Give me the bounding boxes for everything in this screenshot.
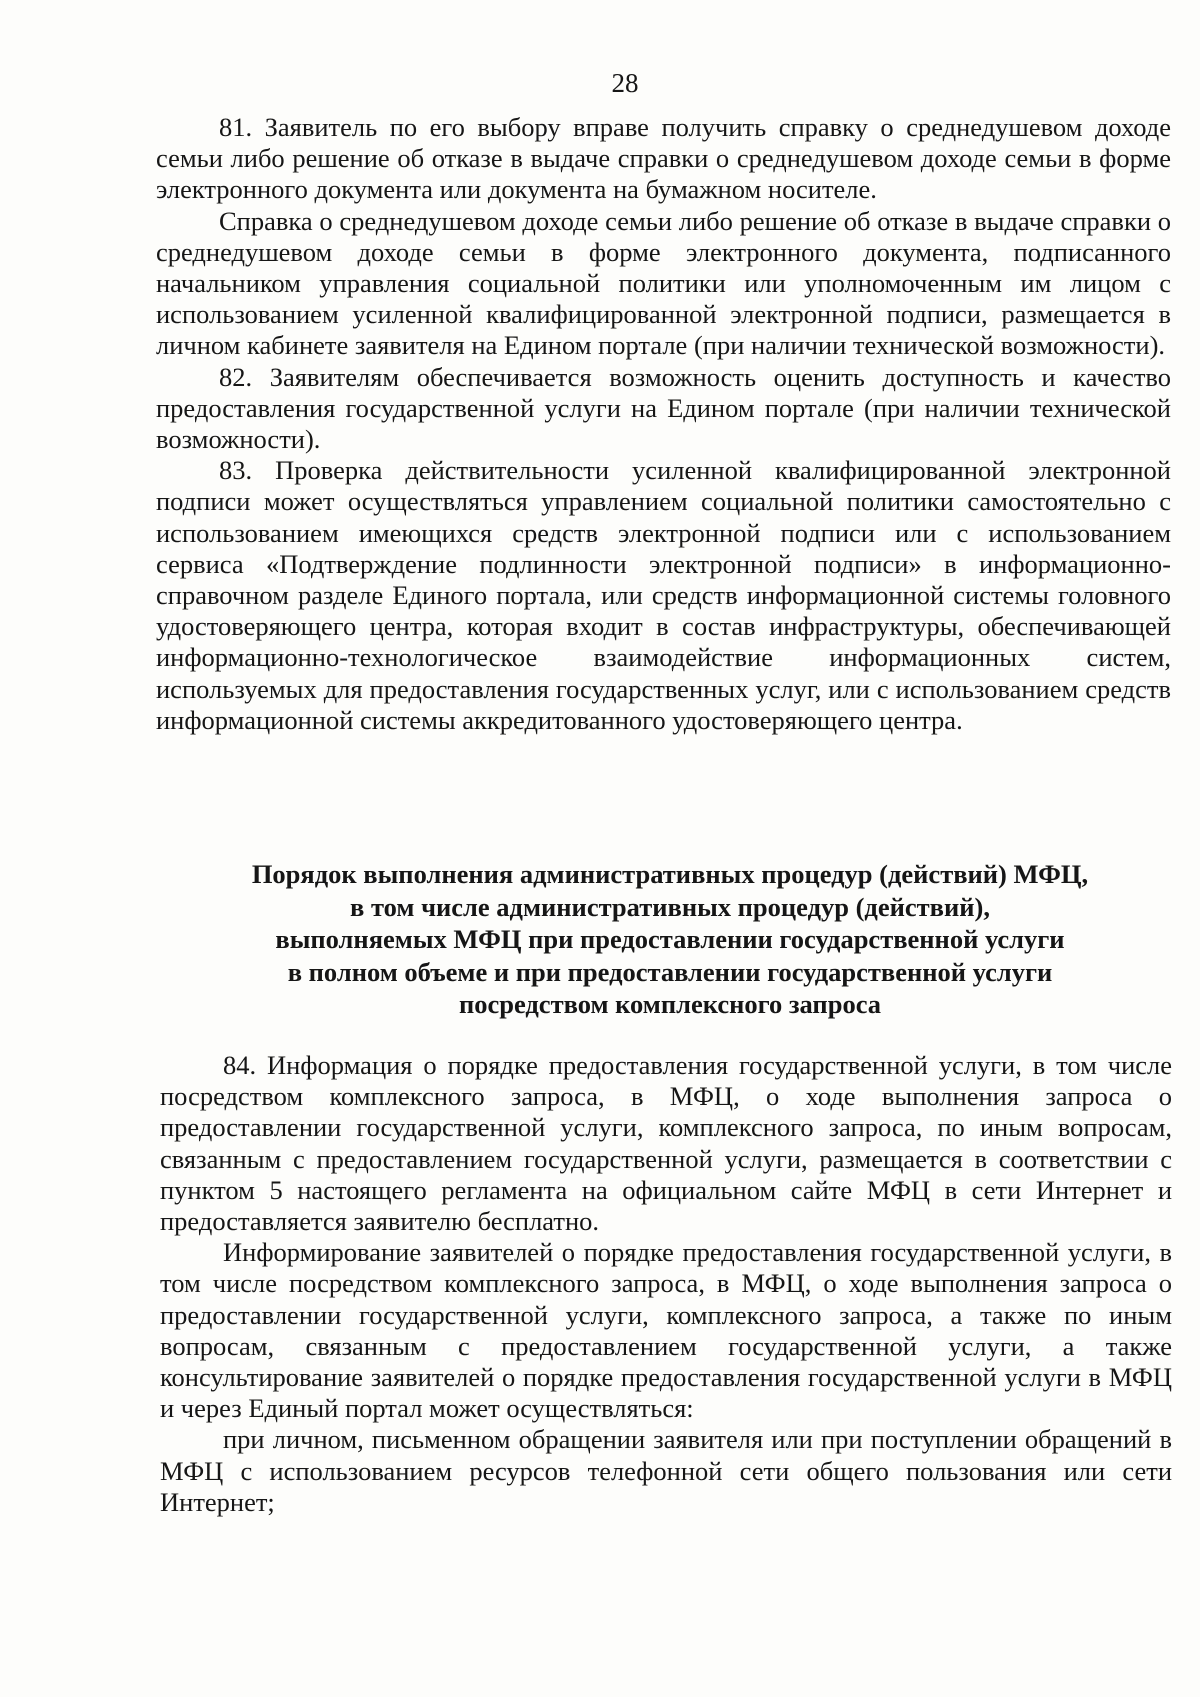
paragraph-82: 82. Заявителям обеспечивается возможность оценить доступность и качество предоставления государственной услуги на Едином портале (при наличии технической возможности). — [156, 361, 1171, 455]
paragraph-84-informing: Информирование заявителей о порядке предоставления государственной услуги, в том числе посредством комплексного запроса, в МФЦ, о ходе выполнения запроса о предоставлении государственной услуги, комплексного запроса, а также по иным вопросам, связанным с предоставлением государственной услуги, а также консультирование заявителей о порядке предоставления государственной услуги в МФЦ и через Единый портал может осуществляться: — [160, 1237, 1172, 1424]
section-heading — [156, 858, 1184, 1021]
section-heading-line: в том числе административных процедур (действий), — [350, 891, 990, 922]
paragraph-83: 83. Проверка действительности усиленной квалифицированной электронной подписи может осуществляться управлением социальной политики самостоятельно с использованием имеющихся средств электронной подписи или с использованием сервиса «Подтверждение подлинности электронной подписи» в информационно-справочном разделе Единого портала, или средств информационной системы головного удостоверяющего центра, которая входит в состав инфраструктуры, обеспечивающей информационно-технологическое взаимодействие информационных систем, используемых для предоставления государственных услуг, или с использованием средств информационной системы аккредитованного удостоверяющего центра. — [156, 455, 1171, 735]
page-number: 28 — [611, 68, 639, 98]
section-heading-line: выполняемых МФЦ при предоставлении государственной услуги — [275, 924, 1065, 954]
paragraph-81: 81. Заявитель по его выбору вправе получить справку о среднедушевом доходе семьи либо решение об отказе в выдаче справки о среднедушевом доходе семьи в форме электронного документа или документа на бумажном носителе. — [156, 112, 1171, 205]
text-block-top — [156, 112, 1171, 736]
paragraph-84: 84. Информация о порядке предоставления государственной услуги, в том числе посредством комплексного запроса, в МФЦ, о ходе выполнения запроса о предоставлении государственной услуги, комплексного запроса, по иным вопросам, связанным с предоставлением государственной услуги, размещается в соответствии с пунктом 5 настоящего регламента на официальном сайте МФЦ в сети Интернет и предоставляется заявителю бесплатно. — [160, 1050, 1172, 1237]
paragraph-84-personal-appeal: при личном, письменном обращении заявителя или при поступлении обращений в МФЦ с использованием ресурсов телефонной сети общего пользования или сети Интернет; — [160, 1424, 1172, 1517]
section-heading-line: в полном объеме и при предоставлении государственной услуги — [287, 956, 1053, 987]
text-block-bottom — [160, 1050, 1172, 1518]
paragraph-81-certificate: Справка о среднедушевом доходе семьи либо решение об отказе в выдаче справки о среднедушевом доходе семьи в форме электронного документа, подписанного начальником управления социальной политики или уполномоченным им лицом с использованием усиленной квалифицированной электронной подписи, размещается в личном кабинете заявителя на Едином портале (при наличии технической возможности). — [156, 205, 1171, 361]
section-heading-line: Порядок выполнения административных процедур (действий) МФЦ, — [251, 859, 1089, 889]
section-heading-line: посредством комплексного запроса — [458, 989, 882, 1019]
